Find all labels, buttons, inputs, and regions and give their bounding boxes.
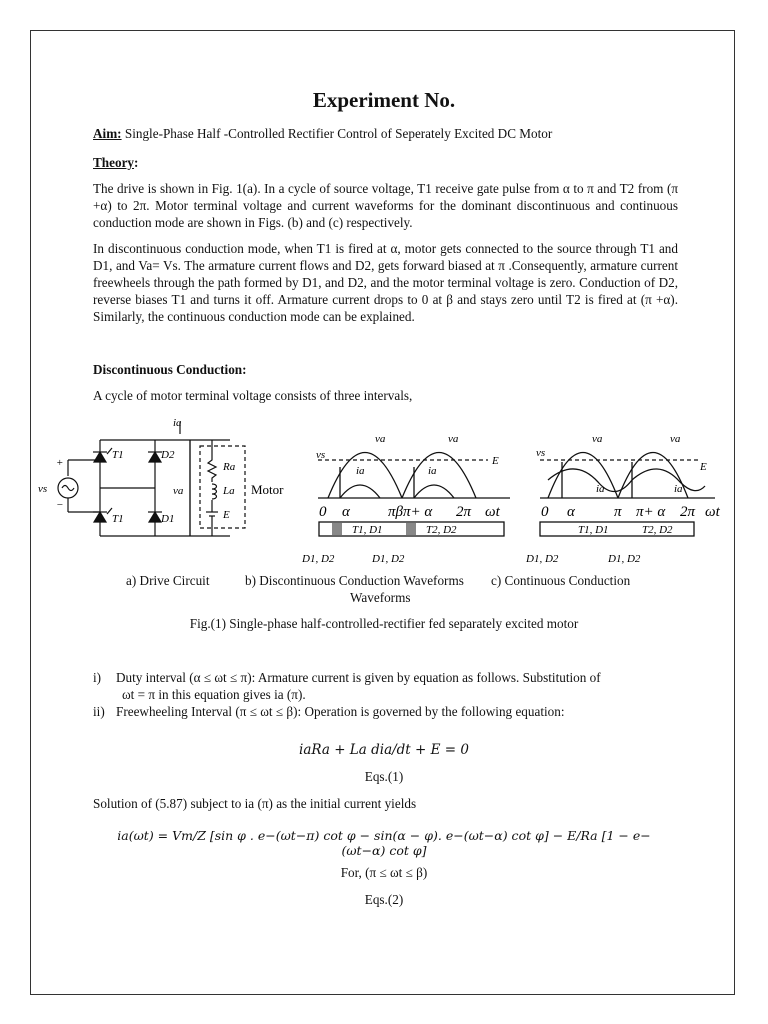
svg-text:−: − bbox=[56, 499, 64, 511]
page-title: Experiment No. bbox=[312, 88, 456, 112]
svg-text:va: va bbox=[375, 433, 386, 445]
svg-text:T2, D2: T2, D2 bbox=[642, 524, 673, 536]
aim-text: Single-Phase Half -Controlled Rectifier Control of Seperately Excited DC Motor bbox=[121, 126, 553, 141]
svg-text:ia: ia bbox=[674, 483, 683, 495]
solution-text: Solution of (5.87) subject to ia (π) as the initial current yields bbox=[93, 796, 417, 811]
theory-heading: Theory: bbox=[93, 155, 139, 170]
thyristor-t1-top-icon bbox=[93, 448, 112, 462]
interval-ii-text: Freewheeling Interval (π ≤ ωt ≤ β): Operation is governed by the following equation: bbox=[116, 704, 565, 719]
svg-text:ωt: ωt bbox=[705, 504, 720, 520]
equation-2-label: Eqs.(2) bbox=[364, 892, 404, 907]
theory-label: Theory bbox=[93, 155, 135, 170]
aim-line bbox=[93, 125, 678, 142]
drive-circuit bbox=[58, 422, 245, 536]
inductor-la-icon bbox=[212, 484, 217, 499]
resistor-ra-icon bbox=[208, 452, 216, 482]
svg-text:ωt: ωt bbox=[485, 504, 500, 520]
svg-text:T1: T1 bbox=[112, 449, 124, 461]
diode-d2-icon bbox=[148, 452, 162, 462]
interval-ii-label: ii) bbox=[93, 704, 105, 719]
svg-text:E: E bbox=[700, 461, 707, 473]
continuous-waveforms bbox=[540, 453, 715, 537]
svg-text:ia: ia bbox=[428, 465, 437, 477]
aim-label: Aim: bbox=[93, 126, 122, 141]
interval-i-label: i) bbox=[93, 670, 102, 685]
svg-text:π: π bbox=[614, 504, 622, 520]
svg-text:vs: vs bbox=[38, 483, 48, 495]
svg-text:πβπ+ α: πβπ+ α bbox=[388, 504, 433, 520]
section-intro: A cycle of motor terminal voltage consists of three intervals, bbox=[93, 388, 413, 403]
svg-text:0: 0 bbox=[541, 504, 549, 520]
svg-text:D1, D2: D1, D2 bbox=[302, 553, 335, 565]
svg-text:T2, D2: T2, D2 bbox=[426, 524, 457, 536]
caption-c: c) Continuous Conduction bbox=[491, 573, 631, 588]
svg-text:T1, D1: T1, D1 bbox=[352, 524, 383, 536]
for-range: For, (π ≤ ωt ≤ β) bbox=[340, 865, 428, 880]
caption-a: a) Drive Circuit bbox=[126, 573, 210, 588]
svg-text:D1, D2: D1, D2 bbox=[608, 553, 641, 565]
paragraph-1: The drive is shown in Fig. 1(a). In a cycle of source voltage, T1 receive gate pulse from α to π and T2 from (π +α) to 2π. Motor terminal voltage and current waveforms for the dominant discontinuous and continuous conduction mode are shown in Figs. (b) and (c) respectively. bbox=[93, 181, 678, 230]
section-heading: Discontinuous Conduction: bbox=[93, 362, 247, 377]
equation-1: iaRa + La dia/dt + E = 0 bbox=[299, 742, 469, 758]
svg-text:T1: T1 bbox=[112, 513, 124, 525]
svg-text:Ra: Ra bbox=[223, 461, 236, 473]
svg-text:E: E bbox=[223, 509, 230, 521]
svg-text:va: va bbox=[448, 433, 459, 445]
equation-2: ia(ωt) = Vm/Z [sin φ . e−(ωt−π) cot φ − sin(α − φ). e−(ωt−α) cot φ] − E/Ra [1 − e−(ωt−α) cot φ] bbox=[117, 828, 651, 858]
svg-text:D1, D2: D1, D2 bbox=[372, 553, 405, 565]
interval-i-text: Duty interval (α ≤ ωt ≤ π): Armature current is given by equation as follows. Substitution of bbox=[116, 670, 601, 685]
svg-text:T1, D1: T1, D1 bbox=[578, 524, 609, 536]
circuit-ia-label: ia bbox=[173, 417, 182, 429]
svg-text:ia: ia bbox=[356, 465, 365, 477]
svg-text:va: va bbox=[173, 485, 184, 497]
caption-b: b) Discontinuous Conduction Waveforms bbox=[245, 573, 464, 588]
thyristor-t1-bottom-icon bbox=[93, 508, 112, 522]
svg-text:2π: 2π bbox=[456, 504, 472, 520]
diode-d1-icon bbox=[148, 512, 162, 522]
svg-text:La: La bbox=[223, 485, 235, 497]
svg-text:D2: D2 bbox=[161, 449, 175, 461]
svg-text:va: va bbox=[670, 433, 681, 445]
svg-text:+: + bbox=[56, 457, 64, 469]
svg-text:ia: ia bbox=[596, 483, 605, 495]
figure-caption: Fig.(1) Single-phase half-controlled-rectifier fed separately excited motor bbox=[189, 616, 579, 631]
svg-text:va: va bbox=[592, 433, 603, 445]
svg-text:D1, D2: D1, D2 bbox=[526, 553, 559, 565]
interval-i-text2: ωt = π in this equation gives ia (π). bbox=[122, 687, 306, 702]
paragraph-2: In discontinuous conduction mode, when T1 is fired at α, motor gets connected to the source through T1 and D1, and Va= Vs. The armature current flows and D2, gets forward biased at π .Consequently, armature current freewheels through the path formed by D1, and D2, and the motor terminal voltage is zero. Conduction of D2, reverse biases T1 and turns it off. Armature current drops to 0 at β and stays zero until T2 is fired at (π +α). Similarly, the continuous conduction mode can be explained. bbox=[93, 241, 678, 324]
figure-1 bbox=[30, 412, 735, 572]
svg-text:α: α bbox=[567, 504, 575, 520]
caption-c2: Waveforms bbox=[350, 590, 411, 605]
svg-text:2π: 2π bbox=[680, 504, 696, 520]
svg-text:E: E bbox=[492, 455, 499, 467]
svg-text:vs: vs bbox=[536, 447, 546, 459]
discontinuous-waveforms bbox=[318, 453, 510, 537]
svg-text:α: α bbox=[342, 504, 350, 520]
equation-1-label: Eqs.(1) bbox=[364, 769, 404, 784]
svg-text:π+ α: π+ α bbox=[636, 504, 666, 520]
svg-text:D1: D1 bbox=[161, 513, 175, 525]
svg-text:vs: vs bbox=[316, 449, 326, 461]
svg-text:0: 0 bbox=[319, 504, 327, 520]
motor-label: Motor bbox=[251, 482, 284, 497]
